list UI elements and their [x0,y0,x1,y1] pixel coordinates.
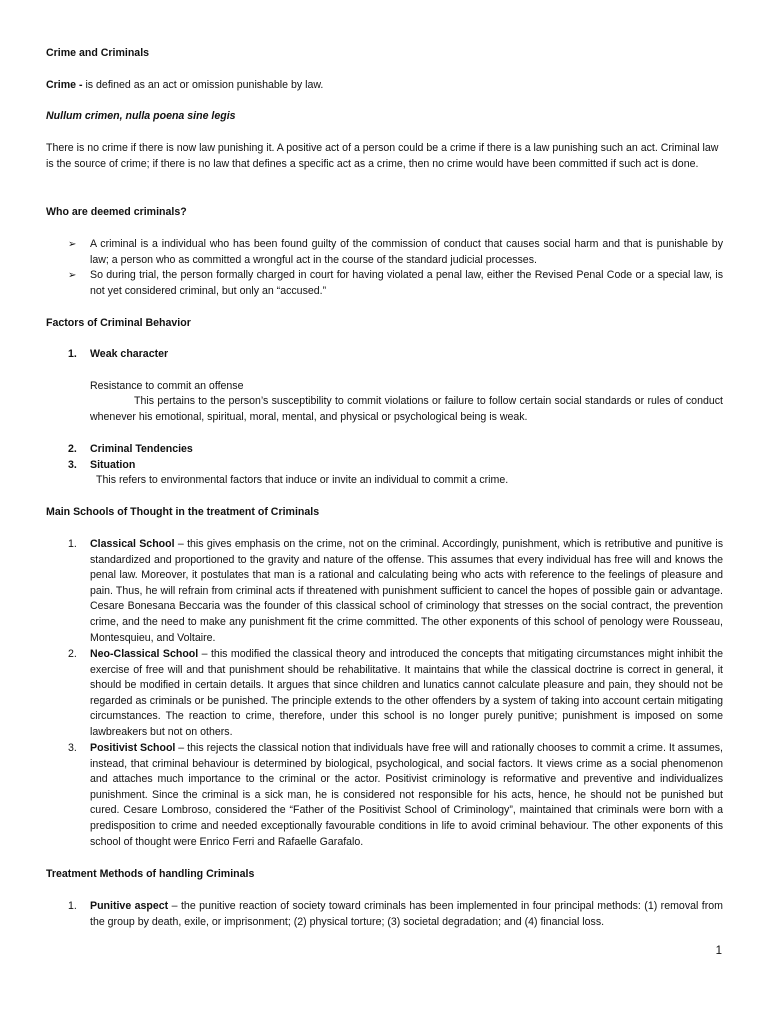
treatment-name: Punitive aspect [90,900,169,912]
school-text [90,741,723,850]
page-number: 1 [715,945,722,957]
document-title: Crime and Criminals [46,47,150,59]
intro-paragraph: There is no crime if there is now law punishing it. A positive act of a person could be a crime if there is a law punishing such an act. Criminal law is the source of crime; if there is no law that defines a specific act as a crime, then no crime would have been committed if such act is done. [46,142,719,170]
treatment-heading: Treatment Methods of handling Criminals [46,868,255,880]
arrow-bullet-icon: ➢ [68,270,77,281]
school-description: – this modified the classical theory and introduced the concepts that mitigating circumstances might inhibit the exercise of free will and that punishment should be rehabilitative. It maintains that while the classical doctrine is correct in general, it should be modified in certain details. It argues that since children and lunatics cannot calculate pleasure and pain, they should not be regarded as criminals or be punished. The principle extends to the other offenders by a system of taking into account certain mitigating circumstances. The reaction to crime, therefore, under this school is no longer purely punitive; punishment is imposed on some lawbreakers but not on others. [90,648,723,738]
list-number: 1. [68,900,77,912]
list-number: 3. [68,459,77,471]
list-number: 2. [68,443,77,455]
list-number: 1. [68,538,77,550]
school-name: Classical School [90,538,175,550]
factor-label: Criminal Tendencies [90,443,193,455]
school-text [90,647,723,741]
criminals-heading: Who are deemed criminals? [46,206,187,218]
treatment-text [90,899,723,930]
school-item [68,741,723,850]
factor-item [68,458,723,474]
crime-definition-text: is defined as an act or omission punishable by law. [82,79,324,91]
school-item [68,647,723,741]
schools-heading: Main Schools of Thought in the treatment of Criminals [46,506,320,518]
school-description: – this rejects the classical notion that individuals have free will and rationally chooses to commit a crime. It assumes, instead, that criminal behaviour is determined by biological, psychological, and social factors. It views crime as a social phenomenon and attaches much importance to the criminal or the actor. Positivist criminology is reformative and preventive and individualizes punishment. Since the criminal is a sick man, he is considered not responsible for his acts, hence, he should not be punished but cured. Cesare Lombroso, considered the “Father of the Positivist School of Criminology”, maintained that criminals were born with a predisposition to crime and needed exceptionally favourable conditions in life to avoid criminal behaviour. The other exponents of this school of thought were Enrico Ferri and Rafaelle Garafalo. [90,742,723,848]
school-text [90,537,723,646]
factor-item [68,442,723,458]
factor-label: Weak character [90,348,169,360]
factor-item [68,347,723,363]
school-item [68,537,723,646]
bullet-item [68,268,723,299]
school-name: Neo-Classical School [90,648,199,660]
arrow-bullet-icon: ➢ [68,239,77,250]
resistance-label: Resistance to commit an offense [90,380,244,392]
bullet-text: So during trial, the person formally charged in court for having violated a penal law, either the Revised Penal Code or a special law, is not yet considered criminal, but only an “accused.” [90,269,723,297]
list-number: 1. [68,348,77,360]
crime-definition [46,78,723,94]
school-name: Positivist School [90,742,176,754]
resistance-description: This pertains to the person’s susceptibility to commit violations or failure to follow certain social standards or rules of conduct whenever his emotional, spiritual, moral, mental, and physical or psychological being is weak. [90,395,723,423]
factors-heading: Factors of Criminal Behavior [46,317,191,329]
list-number: 2. [68,648,77,660]
factor-label: Situation [90,459,136,471]
school-description: – this gives emphasis on the crime, not on the criminal. Accordingly, punishment, which is retributive and punitive is standardized and proportioned to the gravity and nature of the offense. This assumes that every individual has free will and knows the penal law. Moreover, it postulates that man is a rational and calculating being who acts with reference to the feelings of pleasure and pain. Thus, he will refrain from criminal acts if threatened with punishment sufficient to cancel the hopes of possible gain or advantage. Cesare Bonesana Beccaria was the founder of this classical school of criminology that stresses on the social contract, the prevention crime, and the need to make any punishment fit the crime committed. The other exponents of this school of penology were Rousseau, Montesquieu, and Voltaire. [90,538,723,644]
treatment-description: – the punitive reaction of society toward criminals has been implemented in four principal methods: (1) removal from the group by death, exile, or imprisonment; (2) physical torture; (3) societal degradation; and (4) financial loss. [90,900,723,928]
bullet-item [68,237,723,268]
latin-maxim: Nullum crimen, nulla poena sine legis [46,110,236,122]
bullet-text: A criminal is a individual who has been found guilty of the commission of conduct that causes social harm and that is punishable by law; a person who as committed a wrongful act in the course of the standard judicial processes. [90,238,723,266]
situation-description: This refers to environmental factors that induce or invite an individual to commit a crime. [96,474,509,486]
list-number: 3. [68,742,77,754]
treatment-item [68,899,723,930]
crime-term: Crime - [46,79,83,91]
